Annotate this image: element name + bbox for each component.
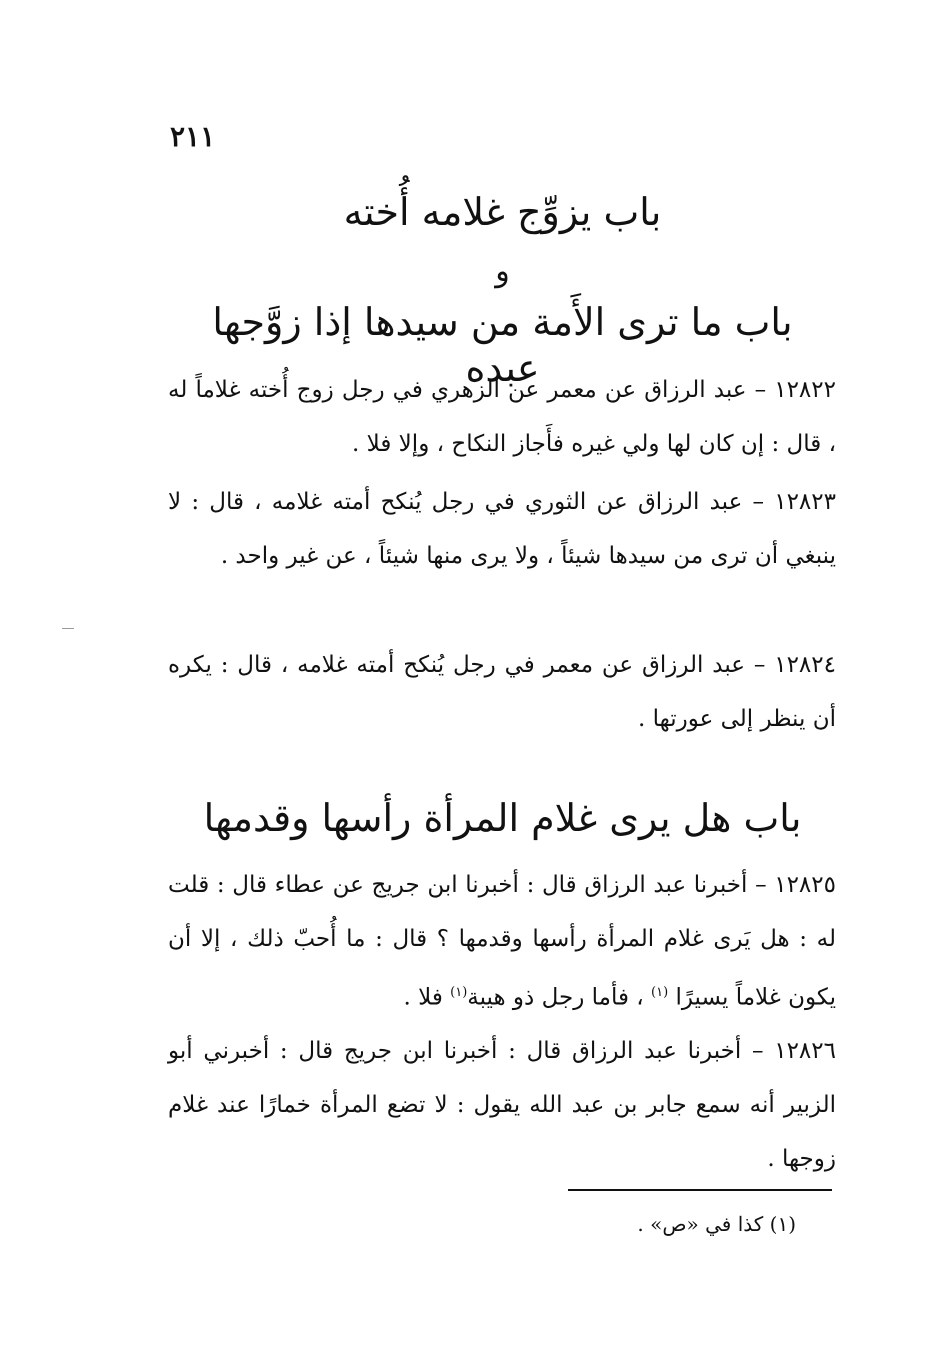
hadith-12825 bbox=[168, 858, 836, 1025]
footnote-ref-2: (١) bbox=[450, 985, 468, 1000]
footnote: (١) كذا في «ص» . bbox=[637, 1212, 796, 1236]
hadith-12826: ١٢٨٢٦ – أخبرنا عبد الرزاق قال : أخبرنا ابن جريج قال : أخبرني أبو الزبير أنه سمع جابر بن عبد الله يقول : لا تضع المرأة خمارًا عند غلام زوجها . bbox=[168, 1038, 836, 1172]
scan-artifact bbox=[62, 628, 74, 629]
page-number: ٢١١ bbox=[170, 120, 216, 153]
hadith-12823: ١٢٨٢٣ – عبد الرزاق عن الثوري في رجل يُنكح أمته غلامه ، قال : لا ينبغي أن ترى من سيدها شيئاً ، ولا يرى منها شيئاً ، عن غير واحد . bbox=[168, 489, 836, 569]
hadith-12825-text-c: فلا . bbox=[403, 984, 443, 1011]
chapter-heading-3: باب هل يرى غلام المرأة رأسها وقدمها bbox=[203, 796, 802, 840]
chapter-heading-1: باب يزوِّج غلامه أُخته bbox=[343, 190, 662, 234]
footnote-divider bbox=[568, 1189, 832, 1191]
hadith-12822: ١٢٨٢٢ – عبد الرزاق عن معمر عن الزهري في رجل زوج أُخته غلاماً له ، قال : إن كان لها ولي غيره فأَجاز النكاح ، وإلا فلا . bbox=[168, 377, 836, 457]
hadith-12825-text-b: ، فأما رجل ذو هيبة bbox=[467, 984, 644, 1011]
hadith-12825-text-a: ١٢٨٢٥ – أخبرنا عبد الرزاق قال : أخبرنا ابن جريج عن عطاء قال : قلت له : هل يَرى غلام المرأة رأسها وقدمها ؟ قال : ما أُحبّ ذلك ، إلا أن يكون غلاماً يسيرًا bbox=[168, 872, 836, 1011]
chapter-heading-2: باب ما ترى الأَمة من سيدها إذا زوَّجها عبده bbox=[212, 300, 793, 390]
hadith-12824: ١٢٨٢٤ – عبد الرزاق عن معمر في رجل يُنكح أمته غلامه ، قال : يكره أن ينظر إلى عورتها . bbox=[168, 652, 836, 732]
footnote-ref-1: (١) bbox=[651, 985, 669, 1000]
heading-conjunction: و bbox=[495, 254, 510, 289]
